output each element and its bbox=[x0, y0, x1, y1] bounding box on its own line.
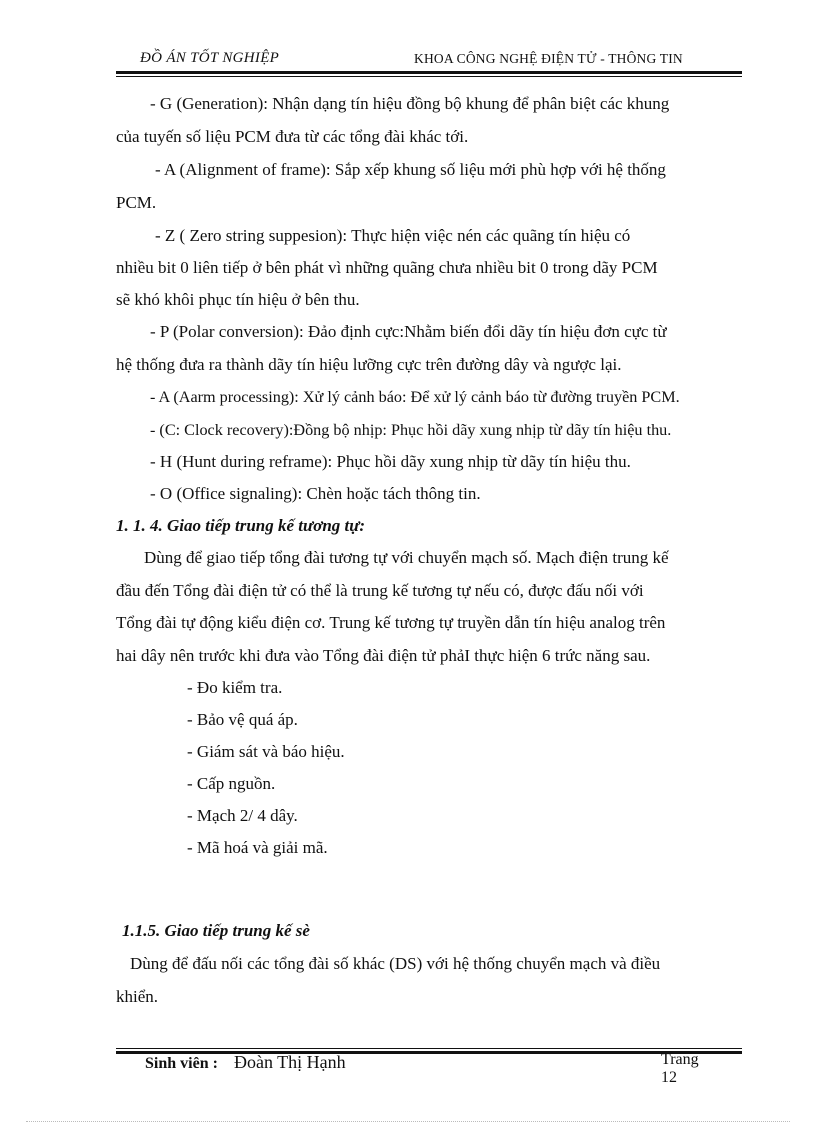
line-polar-2: hệ thống đưa ra thành dãy tín hiệu lưỡng cực trên đường dây và ngược lại. bbox=[116, 355, 622, 374]
section-heading-digital-trunk: 1.1.5. Giao tiếp trung kế sè bbox=[122, 921, 310, 940]
list-item-codec: - Mã hoá và giải mã. bbox=[187, 838, 328, 857]
paragraph-analog-3: Tổng đài tự động kiểu điện cơ. Trung kế tương tự truyền dẫn tín hiệu analog trên bbox=[116, 613, 666, 632]
header-rule-thick bbox=[116, 71, 742, 74]
paragraph-digital-2: khiển. bbox=[116, 987, 159, 1006]
footer-page-number: 12 bbox=[661, 1069, 677, 1086]
footer-student-name: Đoàn Thị Hạnh bbox=[234, 1052, 346, 1072]
footer-student-label: Sinh viên : bbox=[145, 1055, 218, 1072]
footer-page-label: Trang bbox=[661, 1051, 699, 1068]
line-alarm: - A (Aarm processing): Xử lý cảnh báo: Để xử lý cảnh báo từ đường truyền PCM. bbox=[150, 388, 680, 406]
header-faculty-name: KHOA CÔNG NGHỆ ĐIỆN TỬ - THÔNG TIN bbox=[414, 51, 683, 66]
page-bottom-border bbox=[26, 1121, 790, 1122]
footer-rule-thick bbox=[116, 1051, 742, 1054]
line-office-signaling: - O (Office signaling): Chèn hoặc tách thông tin. bbox=[150, 484, 481, 503]
line-generation-2: của tuyến số liệu PCM đưa từ các tổng đài khác tới. bbox=[116, 127, 469, 146]
line-zero-string-1: - Z ( Zero string suppesion): Thực hiện việc nén các quãng tín hiệu có bbox=[155, 226, 631, 245]
paragraph-digital-1: Dùng để đấu nối các tổng đài số khác (DS) với hệ thống chuyển mạch và điều bbox=[130, 954, 661, 973]
line-clock-recovery: - (C: Clock recovery):Đồng bộ nhịp: Phục hồi dãy xung nhịp từ dãy tín hiệu thu. bbox=[150, 421, 672, 439]
paragraph-analog-1: Dùng để giao tiếp tổng đài tương tự với chuyển mạch số. Mạch điện trung kế bbox=[144, 548, 669, 567]
header-rule-thin bbox=[116, 76, 742, 77]
section-heading-analog-trunk: 1. 1. 4. Giao tiếp trung kế tương tự: bbox=[116, 516, 366, 535]
line-zero-string-2: nhiều bit 0 liên tiếp ở bên phát vì những quãng chưa nhiều bit 0 trong dãy PCM bbox=[116, 258, 658, 277]
line-hunt: - H (Hunt during reframe): Phục hồi dãy xung nhịp từ dãy tín hiệu thu. bbox=[150, 452, 631, 471]
line-zero-string-3: sẽ khó khôi phục tín hiệu ở bên thu. bbox=[116, 290, 360, 309]
line-alignment-2: PCM. bbox=[116, 193, 157, 212]
footer-page-indicator bbox=[661, 1051, 699, 1087]
line-polar-1: - P (Polar conversion): Đảo định cực:Nhằm biến đổi dãy tín hiệu đơn cực từ bbox=[150, 322, 667, 341]
paragraph-analog-2: đầu đến Tổng đài điện tử có thể là trung kế tương tự nếu có, được đấu nối với bbox=[116, 581, 644, 600]
footer-rule-thin bbox=[116, 1048, 742, 1049]
list-item-hybrid: - Mạch 2/ 4 dây. bbox=[187, 806, 298, 825]
paragraph-analog-4: hai dây nên trước khi đưa vào Tổng đài điện tử phảI thực hiện 6 trức năng sau. bbox=[116, 646, 651, 665]
list-item-power: - Cấp nguồn. bbox=[187, 774, 276, 793]
list-item-overvoltage: - Bảo vệ quá áp. bbox=[187, 710, 298, 729]
list-item-test: - Đo kiểm tra. bbox=[187, 678, 283, 697]
line-generation-1: - G (Generation): Nhận dạng tín hiệu đồng bộ khung để phân biệt các khung bbox=[150, 94, 670, 113]
header-thesis-title: ĐỒ ÁN TỐT NGHIỆP bbox=[140, 50, 280, 66]
list-item-supervision: - Giám sát và báo hiệu. bbox=[187, 742, 345, 761]
line-alignment-1: - A (Alignment of frame): Sắp xếp khung số liệu mới phù hợp với hệ thống bbox=[155, 160, 666, 179]
